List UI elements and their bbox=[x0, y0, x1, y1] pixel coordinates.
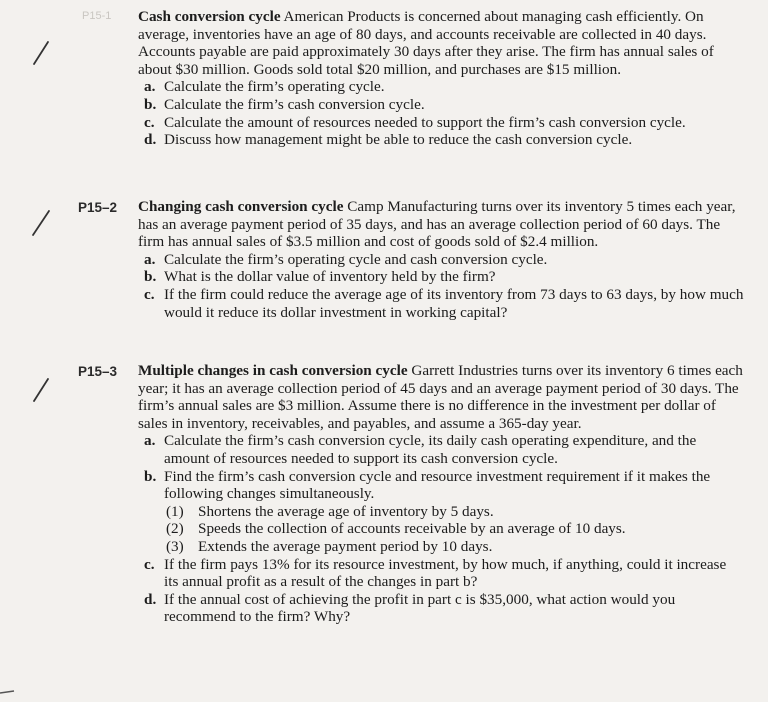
checkmark-icon bbox=[30, 38, 52, 68]
subquestion-text: Extends the average payment period by 10 days. bbox=[198, 537, 493, 555]
subquestion-a bbox=[138, 432, 744, 467]
subquestion-b2 bbox=[138, 520, 744, 538]
problem-statement bbox=[138, 362, 744, 432]
subquestion-c bbox=[138, 286, 744, 321]
subquestion-c bbox=[138, 556, 744, 591]
problem-text: Camp Manufacturing turns over its inventory 5 times each year, has an average payment period of 35 days, and has an average collection period of 60 days. The firm has annual sales of $3.5 million and cost of goods sold of $2.4 million. bbox=[138, 198, 736, 251]
subquestion-a bbox=[138, 78, 744, 96]
subquestion-text: If the firm could reduce the average age of its inventory from 73 days to 63 days, by how much would it reduce its dollar investment in working capital? bbox=[164, 285, 744, 321]
subquestion-text: Calculate the firm’s cash conversion cycle. bbox=[164, 95, 425, 113]
subquestion-text: If the annual cost of achieving the profit in part c is $35,000, what action would you recommend to the firm? Why? bbox=[164, 590, 676, 626]
subquestion-d bbox=[138, 591, 744, 626]
subquestion-label: d. bbox=[144, 590, 157, 608]
problem-number: P15–2 bbox=[78, 200, 118, 215]
subquestion-text: Shortens the average age of inventory by 5 days. bbox=[198, 502, 494, 520]
subquestion-b bbox=[138, 268, 744, 286]
subquestion-b1 bbox=[138, 503, 744, 521]
problem-number: P15-1 bbox=[82, 10, 112, 22]
subquestion-label: (3) bbox=[166, 537, 184, 555]
subquestion-a bbox=[138, 251, 744, 269]
subquestion-text: Calculate the amount of resources needed to support the firm’s cash conversion cycle. bbox=[164, 113, 686, 131]
subquestion-text: Calculate the firm’s operating cycle. bbox=[164, 78, 385, 96]
subquestion-text: Discuss how management might be able to reduce the cash conversion cycle. bbox=[164, 131, 633, 149]
subquestion-label: (1) bbox=[166, 502, 184, 520]
problem-title: Cash conversion cycle bbox=[138, 8, 281, 25]
subquestion-label: a. bbox=[144, 78, 156, 96]
problem-statement bbox=[138, 8, 744, 78]
subquestion-text: Calculate the firm’s cash conversion cycle, its daily cash operating expenditure, and the amount of resources needed to support its cash conversion cycle. bbox=[164, 432, 697, 467]
problem-body bbox=[138, 8, 744, 149]
subquestion-text: Speeds the collection of accounts receivable by an average of 10 days. bbox=[198, 520, 626, 538]
subquestion-label: b. bbox=[144, 95, 157, 113]
pen-mark-icon bbox=[0, 684, 22, 696]
subquestion-label: a. bbox=[144, 432, 156, 450]
problem-title: Changing cash conversion cycle bbox=[138, 198, 344, 215]
subquestion-text: Find the firm’s cash conversion cycle and resource investment requirement if it makes the following changes simultaneously. bbox=[164, 467, 711, 503]
subquestion-b3 bbox=[138, 538, 744, 556]
problem-statement bbox=[138, 198, 744, 251]
subquestion-label: (2) bbox=[166, 520, 184, 538]
subquestion-b bbox=[138, 96, 744, 114]
problem-title: Multiple changes in cash conversion cycle bbox=[138, 362, 408, 379]
subquestion-text: Calculate the firm’s operating cycle and cash conversion cycle. bbox=[164, 250, 548, 268]
subquestion-c bbox=[138, 114, 744, 132]
subquestion-label: a. bbox=[144, 250, 156, 268]
problem-text: Garrett Industries turns over its inventory 6 times each year; it has an average collection period of 45 days and an average payment period of 30 days. The firm’s annual sales are $3 million. Assume there is no difference in the investment per dollar of sales in inventory, receivables, and payables, and assume a 365-day year. bbox=[138, 362, 743, 432]
problem-text: American Products is concerned about managing cash efficiently. On average, inventories have an age of 80 days, and accounts receivable are collected in 40 days. Accounts payable are paid approximately 30 days after they arise. The firm has annual sales of about $30 million. Goods sold total $20 million, and purchases are $15 million. bbox=[138, 8, 714, 78]
subquestion-label: b. bbox=[144, 268, 157, 286]
subquestion-text: What is the dollar value of inventory held by the firm? bbox=[164, 268, 496, 286]
subquestion-label: c. bbox=[144, 555, 155, 573]
checkmark-icon bbox=[30, 374, 52, 404]
checkmark-icon bbox=[30, 208, 52, 238]
problem-body bbox=[138, 362, 744, 626]
subquestion-d bbox=[138, 131, 744, 149]
subquestion-label: c. bbox=[144, 113, 155, 131]
subquestion-text: If the firm pays 13% for its resource investment, by how much, if anything, could it increase its annual profit as a result of the changes in part b? bbox=[164, 555, 727, 591]
subquestion-label: c. bbox=[144, 285, 155, 303]
subquestion-label: d. bbox=[144, 131, 157, 149]
problem-body bbox=[138, 198, 744, 321]
problem-number: P15–3 bbox=[78, 364, 118, 379]
subquestion-label: b. bbox=[144, 467, 157, 485]
subquestion-b bbox=[138, 468, 744, 503]
